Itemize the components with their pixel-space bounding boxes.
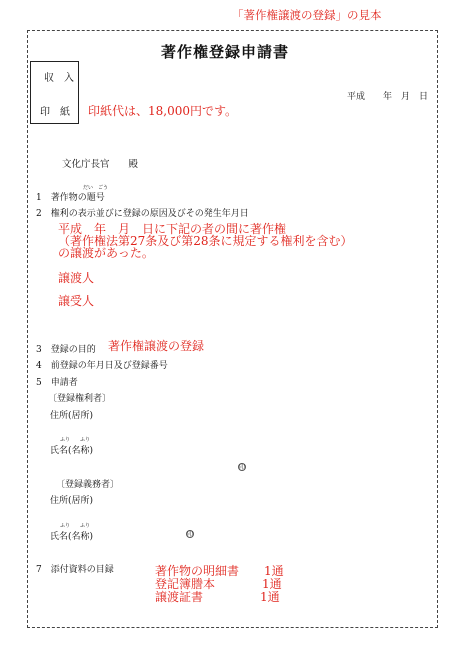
stamp-box-top-label: 収 入 — [44, 73, 74, 84]
item5-applicant-label: 5 申請者 — [36, 378, 78, 388]
item2-detail-line2: （著作権法第27条及び第28条に規定する権利を含む） — [58, 234, 353, 248]
item2-detail-line1: 平成 年 月 日に下記の者の間に著作権 — [58, 222, 287, 236]
rights-holder-title: 〔登録権利者〕 — [48, 394, 112, 404]
rights-holder-seal-mark: 印 — [239, 464, 246, 471]
attachment-name: 著作物の明細書 — [155, 564, 240, 578]
document-title: 著作権登録申請書 — [160, 43, 289, 61]
item3-purpose-value: 著作権譲渡の登録 — [108, 339, 205, 353]
item2-rights-label: 2 権利の表示並びに登録の原因及びその発生年月日 — [36, 209, 249, 219]
application-date: 平成 年 月 日 — [347, 92, 429, 102]
rights-holder-name-label: 氏名(名称) — [50, 446, 94, 456]
obligor-name-ruby: ふり ふり — [60, 523, 91, 529]
sample-header-note: 「著作権譲渡の登録」の見本 — [232, 8, 382, 22]
attachment-count: 1通 — [264, 564, 284, 578]
item2-detail-line3: の譲渡があった。 — [58, 246, 154, 260]
item1-work-title-label: 1 著作物の題号 — [36, 193, 105, 203]
item3-purpose-label: 3 登録の目的 — [36, 345, 96, 355]
item4-previous-registration-label: 4 前登録の年月日及び登録番号 — [36, 361, 168, 371]
attachment-count: 1通 — [260, 590, 280, 604]
obligor-title: 〔登録義務者〕 — [56, 480, 120, 490]
obligor-seal-mark: 印 — [187, 531, 194, 538]
item2-transferee: 譲受人 — [58, 294, 95, 308]
rights-holder-address-label: 住所(居所) — [50, 411, 94, 421]
obligor-name-label: 氏名(名称) — [50, 532, 94, 542]
item2-transferor: 譲渡人 — [58, 271, 95, 285]
obligor-address-label: 住所(居所) — [50, 496, 94, 506]
attachment-name: 登記簿謄本 — [155, 577, 216, 591]
stamp-box-bottom-label: 印 紙 — [40, 107, 70, 118]
item7-attachments-label: 7 添付資料の目録 — [36, 565, 114, 575]
item1-ruby: だい ごう — [83, 185, 109, 191]
stamp-fee-note: 印紙代は、18,000円です。 — [88, 104, 238, 118]
attachment-count: 1通 — [262, 577, 282, 591]
rights-holder-name-ruby: ふり ふり — [60, 437, 91, 443]
addressee: 文化庁長官 殿 — [62, 159, 139, 170]
attachment-name: 譲渡証書 — [155, 590, 204, 604]
